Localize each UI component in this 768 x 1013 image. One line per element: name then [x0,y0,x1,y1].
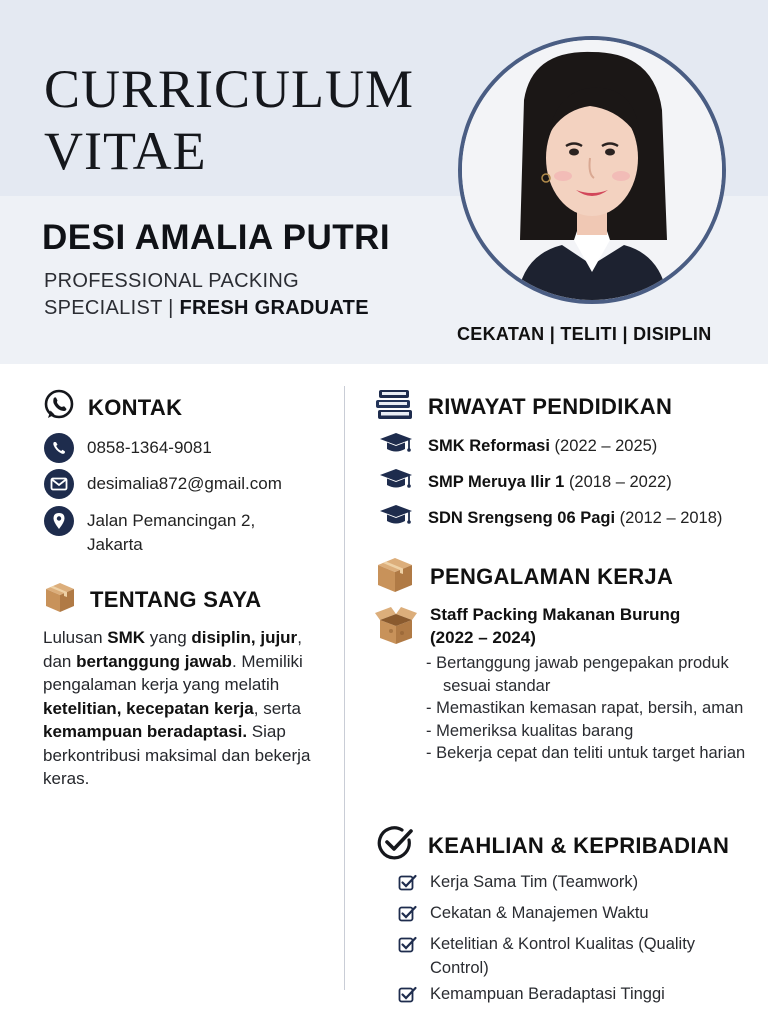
graduation-cap-icon [378,431,414,462]
column-divider [344,386,345,990]
education-section-heading [374,386,672,427]
job-duties-list [426,652,756,765]
checkbox-icon [398,986,420,1011]
graduation-cap-icon [378,503,414,534]
whatsapp-icon [42,388,76,427]
contact-phone [44,433,212,463]
contact-address [44,506,255,557]
job-title [430,603,730,649]
duty-item: - Bekerja cepat dan teliti untuk target harian [426,744,746,762]
about-emphasis: ketelitian, [43,698,122,718]
phone-icon [44,433,74,463]
address-text [87,509,255,557]
skill-label: Kemampuan Beradaptasi Tinggi [430,985,665,1003]
about-paragraph [43,626,333,791]
education-text [428,473,672,492]
title-line-1: CURRICULUM [44,59,415,119]
about-section-heading [42,580,262,619]
email-address: desimalia872@gmail.com [87,474,282,493]
about-text: , dan [43,628,302,671]
checkbox-icon [398,905,420,930]
books-icon [374,386,416,427]
school-name: SMP Meruya Ilir 1 [428,473,565,491]
document-title [44,58,414,182]
school-years: (2022 – 2025) [554,437,658,455]
about-text: . Memiliki pengalaman kerja yang melatih [43,651,303,694]
about-emphasis: jujur [260,628,298,647]
job-position: Staff Packing Makanan Burung [430,605,681,624]
education-item [378,503,722,534]
profile-photo [458,36,726,304]
about-text: Lulusan [43,628,108,647]
skill-item [398,870,748,899]
graduation-cap-icon [378,467,414,498]
portrait-illustration [462,40,722,300]
address-line-1: Jalan Pemancingan 2, [87,511,256,530]
about-text: , serta [253,698,301,718]
about-emphasis: disiplin, [191,628,256,647]
skill-label: Cekatan & Manajemen Waktu [430,904,649,922]
box-icon [374,554,416,599]
about-emphasis: kecepatan kerja [126,698,254,718]
phone-number: 0858-1364-9081 [87,438,212,457]
skill-label: Kerja Sama Tim (Teamwork) [430,873,639,891]
contact-heading-label: KONTAK [88,394,183,420]
experience-heading-label: PENGALAMAN KERJA [430,563,674,589]
experience-section-heading [374,554,673,599]
school-name: SMK Reformasi [428,437,550,455]
candidate-role [44,268,404,322]
address-line-2: Jakarta [87,535,143,554]
skill-label: Ketelitian & Kontrol Kualitas (Quality Control) [430,935,696,977]
skills-heading-label: KEAHLIAN & KEPRIBADIAN [428,832,730,858]
education-text [428,437,657,456]
contact-section-heading [42,388,182,427]
envelope-icon [44,469,74,499]
duty-item: - Memastikan kemasan rapat, bersih, aman [426,699,744,717]
skill-item [398,932,748,980]
role-line-1: PROFESSIONAL PACKING [44,270,299,292]
about-emphasis: bertanggung jawab [76,651,232,671]
contact-email [44,469,282,499]
skills-list [398,870,748,1013]
skill-item [398,982,748,1011]
duty-item: - Memeriksa kualitas barang [426,721,634,740]
about-text: yang [145,628,192,647]
role-line-2-bold: FRESH GRADUATE [179,297,369,319]
open-box-icon [374,604,418,651]
checkbox-icon [398,936,420,961]
school-years: (2018 – 2022) [568,473,672,491]
checkbox-icon [398,874,420,899]
job-period: (2022 – 2024) [430,628,536,647]
school-name: SDN Srengseng 06 Pagi [428,509,616,527]
check-circle-icon [376,824,414,867]
education-item [378,431,657,462]
about-heading-label: TENTANG SAYA [90,586,262,612]
trait-tagline: CEKATAN | TELITI | DISIPLIN [457,324,712,344]
role-line-2-plain: SPECIALIST | [44,297,180,319]
about-emphasis: SMK [107,628,146,647]
education-text [428,509,722,528]
skill-item [398,901,748,930]
location-pin-icon [44,506,74,536]
role-line-2 [44,295,404,322]
title-line-2: VITAE [44,121,207,181]
education-item [378,467,672,498]
duty-item: - Bertanggung jawab pengepakan produk sesuai standar [426,654,729,695]
skills-section-heading [376,824,729,867]
school-years: (2012 – 2018) [619,509,723,527]
box-icon [42,580,78,619]
about-emphasis: kemampuan beradaptasi. [43,722,248,741]
candidate-name: DESI AMALIA PUTRI [42,218,391,257]
about-text: Siap berkontribusi maksimal dan bekerja keras. [43,722,311,788]
education-heading-label: RIWAYAT PENDIDIKAN [428,393,673,419]
